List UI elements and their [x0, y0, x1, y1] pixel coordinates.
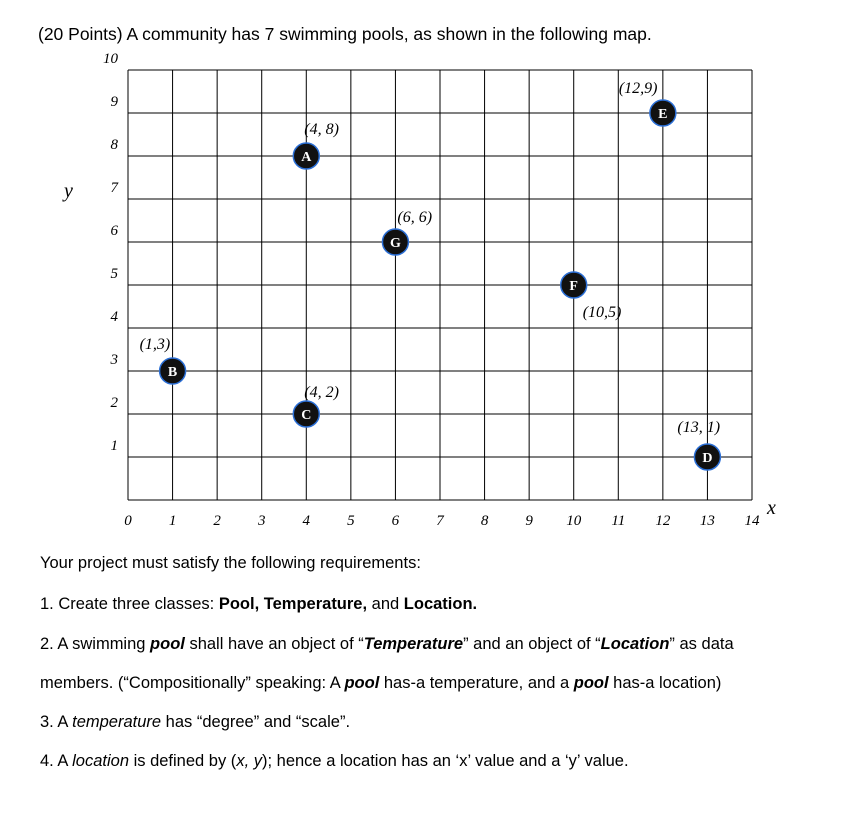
y-tick-label: 1	[110, 438, 118, 454]
y-axis-label: y	[64, 180, 73, 202]
pool-c-coordinate-label: (4, 2)	[304, 384, 339, 401]
x-tick-label: 11	[611, 513, 626, 529]
y-tick-label: 5	[110, 266, 118, 282]
y-tick-label: 10	[103, 51, 118, 67]
x-tick-label: 12	[655, 513, 671, 529]
x-tick-label: 9	[525, 513, 533, 529]
x-tick-label: 0	[124, 513, 132, 529]
x-tick-label: 1	[168, 513, 177, 529]
x-tick-label: 5	[347, 513, 355, 529]
requirement-2: 2. A swimming pool shall have an object of “Temperature” and an object of “Location” as data	[40, 635, 734, 653]
map-grid	[128, 70, 752, 500]
x-axis-label: x	[767, 497, 776, 519]
pool-b-name: B	[167, 365, 178, 380]
y-tick-label: 6	[110, 223, 118, 239]
pool-markers	[140, 80, 721, 470]
pool-d-coordinate-label: (13, 1)	[677, 419, 721, 436]
pool-g-coordinate-label: (6, 6)	[397, 209, 433, 226]
pool-a-name: A	[301, 150, 312, 165]
y-tick-label: 4	[110, 309, 118, 325]
x-tick-label: 14	[744, 513, 760, 529]
pool-c-name: C	[301, 408, 312, 423]
x-tick-label: 13	[699, 513, 715, 529]
y-tick-label: 9	[110, 94, 118, 110]
x-tick-label: 10	[566, 513, 582, 529]
y-tick-label: 7	[110, 180, 118, 196]
requirement-3: 3. A temperature has “degree” and “scale”.	[40, 713, 351, 731]
pool-e-name: E	[658, 107, 668, 122]
pool-d-name: D	[702, 451, 713, 466]
requirement-4: 4. A location is defined by (x, y); hence a location has an ‘x’ value and a ‘y’ value.	[40, 752, 629, 770]
x-tick-label: 2	[213, 513, 221, 529]
y-tick-label: 2	[110, 395, 118, 411]
x-tick-label: 3	[257, 513, 266, 529]
x-tick-label: 8	[480, 513, 489, 529]
pool-e-coordinate-label: (12,9)	[618, 80, 658, 97]
requirements-intro: Your project must satisfy the following requirements:	[40, 554, 421, 572]
requirement-2-continued: members. (“Compositionally” speaking: A pool has-a temperature, and a pool has-a location)	[40, 674, 722, 692]
pool-f-name: F	[569, 279, 578, 294]
pool-b-coordinate-label: (1,3)	[139, 336, 171, 353]
x-tick-label: 4	[302, 513, 311, 529]
y-tick-label: 3	[110, 352, 118, 368]
x-tick-label: 6	[391, 513, 400, 529]
pool-f-coordinate-label: (10,5)	[582, 304, 622, 321]
y-tick-label: 8	[110, 137, 118, 153]
page-title: (20 Points) A community has 7 swimming pools, as shown in the following map.	[38, 24, 652, 44]
pool-a-coordinate-label: (4, 8)	[304, 121, 339, 138]
x-tick-label: 7	[436, 513, 444, 529]
pool-g-name: G	[389, 236, 401, 251]
requirement-1: 1. Create three classes: Pool, Temperature, and Location.	[40, 595, 478, 613]
